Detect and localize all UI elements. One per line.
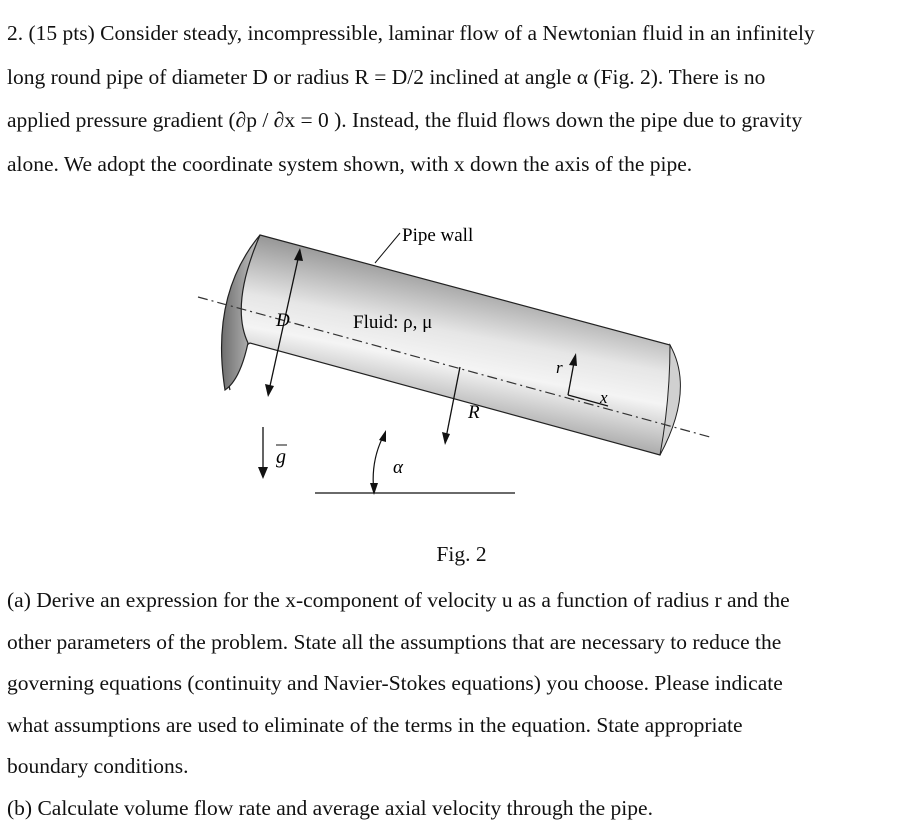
diameter-arrowhead-bottom <box>265 384 274 397</box>
part-line: (a) Derive an expression for the x-component of velocity u as a function of radius r and the <box>7 580 912 622</box>
problem-statement <box>7 12 912 186</box>
r-label: r <box>556 358 563 377</box>
part-line: boundary conditions. <box>7 746 912 788</box>
part-line: other parameters of the problem. State all the assumptions that are necessary to reduce the <box>7 622 912 664</box>
problem-parts <box>7 580 912 829</box>
part-line: what assumptions are used to eliminate of the terms in the equation. State appropriate <box>7 705 912 747</box>
pipe-wall-leader <box>375 233 400 263</box>
figure-caption: Fig. 2 <box>0 540 923 568</box>
problem-line: applied pressure gradient (∂p / ∂x = 0 ). Instead, the fluid flows down the pipe due to gravity <box>7 99 912 143</box>
radius-label: R <box>467 402 480 423</box>
problem-line: alone. We adopt the coordinate system shown, with x down the axis of the pipe. <box>7 143 912 187</box>
pipe-figure <box>170 215 730 510</box>
pipe-diagram <box>170 215 730 510</box>
angle-arrowhead-top <box>379 430 386 442</box>
fluid-label: Fluid: ρ, μ <box>353 312 432 333</box>
gravity-arrowhead <box>258 467 268 479</box>
diameter-label: D <box>275 310 290 331</box>
radius-arrowhead <box>442 432 450 445</box>
pipe-wall-label: Pipe wall <box>402 225 473 246</box>
pipe-body <box>226 235 675 455</box>
angle-label: α <box>393 457 404 478</box>
x-label: x <box>599 388 608 407</box>
problem-line: long round pipe of diameter D or radius R = D/2 inclined at angle α (Fig. 2). There is no <box>7 56 912 100</box>
gravity-label: g <box>276 446 286 468</box>
part-line: governing equations (continuity and Navier-Stokes equations) you choose. Please indicate <box>7 663 912 705</box>
problem-line: 2. (15 pts) Consider steady, incompressible, laminar flow of a Newtonian fluid in an infinitely <box>7 12 912 56</box>
part-line: (b) Calculate volume flow rate and average axial velocity through the pipe. <box>7 788 912 829</box>
